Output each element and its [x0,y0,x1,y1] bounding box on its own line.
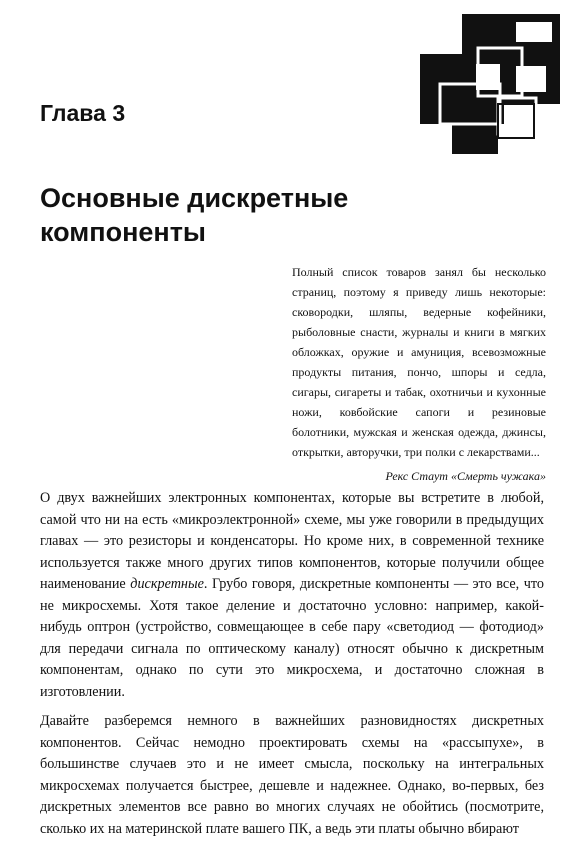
epigraph-source: Рекс Стаут «Смерть чужака» [385,469,546,483]
epigraph-text: Полный список товаров занял бы несколько страниц, поэтому я приведу лишь некоторые: сковородки, шляпы, ведерные кофейники, рыболовные снасти, журналы и книги в мягких обложках, оружие и амуниция, всевозможные продукты питания, пончо, шпоры и седла, сигары, сигареты и табак, охотничьи и кухонные ножи, ковбойские сапоги и резиновые болотники, мужская и женская одежда, джинсы, открытки, авторучки, три полки с лекарствами... [292,265,546,459]
chapter-title: Основные дискретные компоненты [40,183,349,247]
body-text [40,488,544,848]
paragraph-2: Давайте разберемся немного в важнейших разновидностях дискретных компонентов. Сейчас немодно проектировать схемы на «рассыпухе», в большинстве случаев это и не имеет смысла, поскольку на интегральных микросхемах получается быстрее, дешевле и надежнее. Однако, во-первых, без дискретных элементов все равно во многих случаях не обойтись (посмотрите, сколько их на материнской плате вашего ПК, а ведь эти платы обычно вбирают [40,713,544,837]
emphasized-term: дискретные [130,576,204,592]
paragraph-1-end: . Грубо говоря, дискретные компоненты — это все, что не микросхемы. Хотя такое деление и достаточно условно: например, какой-нибудь оптрон (устройство, совмещающее в себе пару «светодиод — фотодиод» для передачи сигнала по оптическому каналу) относят обычно к дискретным компонентам, однако по сути это микросхема, и достаточно сложная в изготовлении. [40,576,544,700]
chapter-label: Глава 3 [40,100,126,126]
paragraph-1 [40,488,544,703]
epigraph [292,262,546,486]
chapter-ornament-icon [420,14,560,154]
paragraph-1-start: О двух важнейших электронных компонентах, которые вы встретите в любой, самой что ни на есть «микроэлектронной» схеме, мы уже говорили в предыдущих главах — это резисторы и конденсаторы. Но кроме них, в современной технике используется также много других типов компонентов, которые получили общее наименование [40,490,544,592]
